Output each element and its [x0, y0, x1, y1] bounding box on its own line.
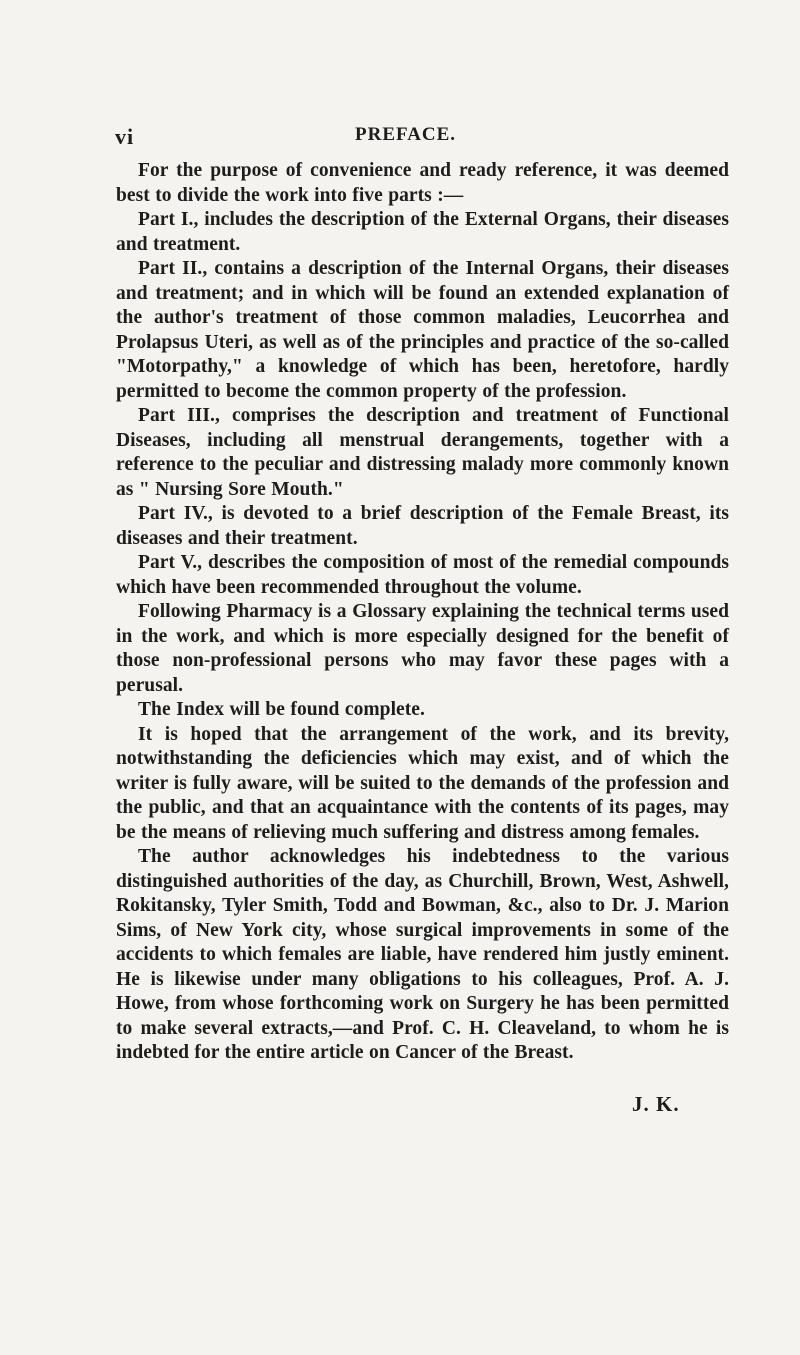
paragraph-part-4: Part IV., is devoted to a brief description of the Female Breast, its diseases and their treatment. [116, 503, 729, 549]
paragraph-acknowledgements: The author acknowledges his indebtedness to the various distinguished authorities of the day, as Churchill, Brown, West, Ashwell, Rokitansky, Tyler Smith, Todd and Bowman, &c., also to Dr. J. Marion Sims, of New York city, whose surgical improvements in some of the accidents to which females are liable, have rendered him justly eminent. He is likewise under many obligations to his colleagues, Prof. A. J. Howe, from whose forthcoming work on Surgery he has been permitted to make several extracts,—and Prof. C. H. Cleaveland, to whom he is indebted for the entire article on Cancer of the Breast. [116, 846, 729, 1063]
paragraph-hope: It is hoped that the arrangement of the work, and its brevity, notwithstanding the deficiencies which may exist, and of which the writer is fully aware, will be suited to the demands of the profession and the public, and that an acquaintance with the contents of its pages, may be the means of relieving much suffering and distress among females. [116, 723, 729, 843]
preface-body [116, 159, 729, 1066]
author-signature: J. K. [632, 1092, 680, 1116]
paragraph-glossary: Following Pharmacy is a Glossary explaining the technical terms used in the work, and which is more especially designed for the benefit of those non-professional persons who may favor these pages with a perusal. [116, 601, 729, 696]
paragraph-part-2: Part II., contains a description of the Internal Organs, their diseases and treatment; and in which will be found an extended explanation of the author's treatment of those common maladies, Leucorrhea and Prolapsus Uteri, as well as of the principles and practice of the so-called "Motorpathy," a knowledge of which has been, heretofore, hardly permitted to become the common property of the profession. [116, 258, 729, 402]
paragraph-part-3: Part III., comprises the description and treatment of Functional Diseases, including all menstrual derangements, together with a reference to the peculiar and distressing malady more commonly known as " Nursing Sore Mouth." [116, 405, 729, 500]
page-number: vi [115, 124, 135, 149]
paragraph-intro: For the purpose of convenience and ready reference, it was deemed best to divide the work into five parts :— [116, 160, 729, 206]
running-title: PREFACE. [355, 124, 457, 145]
paragraph-part-1: Part I., includes the description of the External Organs, their diseases and treatment. [116, 209, 729, 255]
page-header [0, 124, 800, 164]
paragraph-part-5: Part V., describes the composition of most of the remedial compounds which have been recommended throughout the volume. [116, 552, 729, 598]
paragraph-index: The Index will be found complete. [138, 699, 425, 720]
